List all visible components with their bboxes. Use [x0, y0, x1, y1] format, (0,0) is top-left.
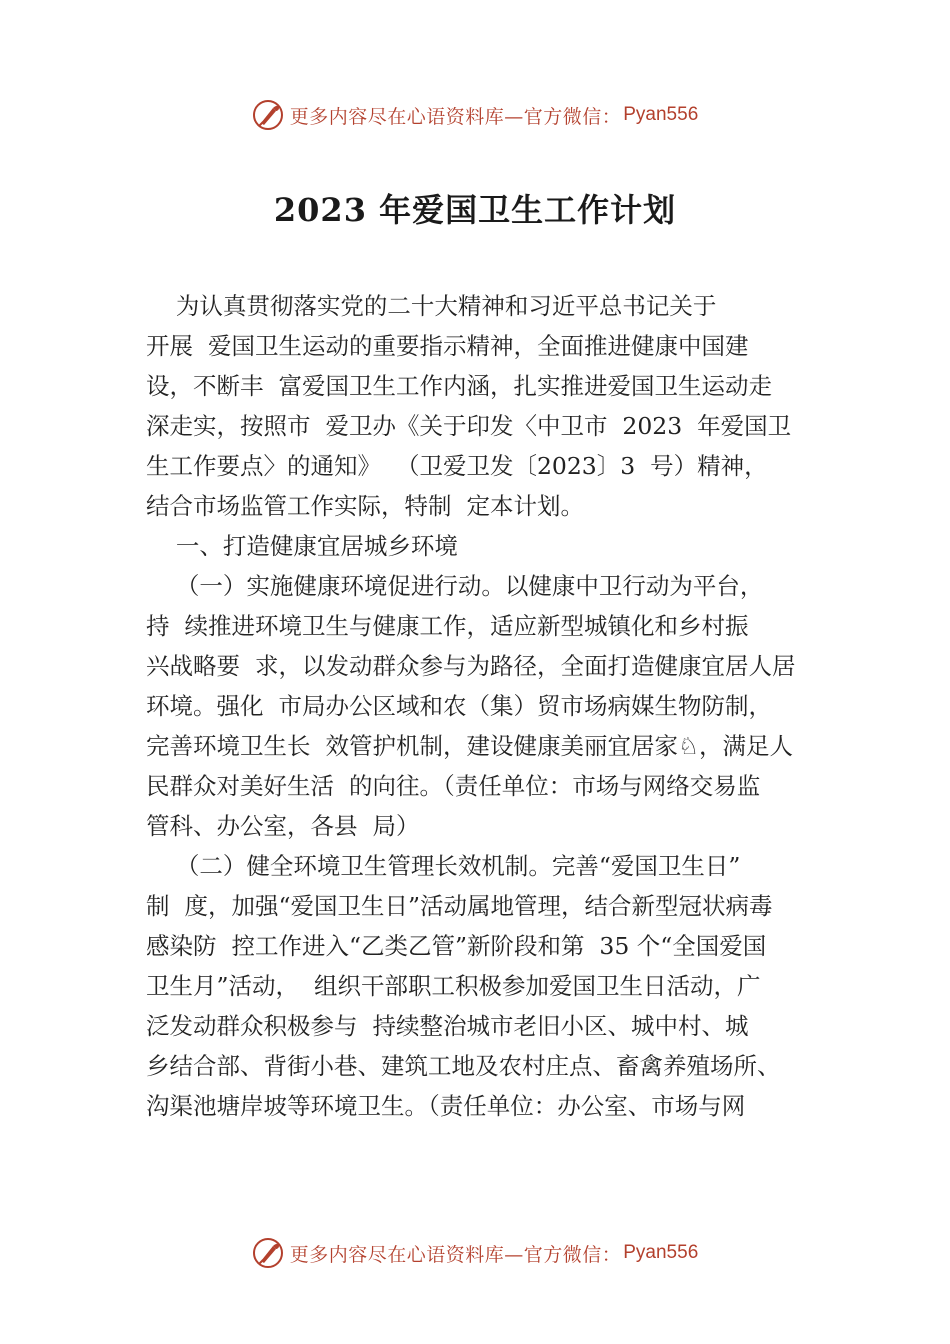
document-body — [146, 286, 826, 1126]
body-line: 民群众对美好生活 的向往。（责任单位：市场与网络交易监 — [146, 772, 761, 800]
document-title: 2023 年爱国卫生工作计划 — [273, 191, 677, 229]
quill-pen-icon — [252, 1237, 284, 1269]
body-line: 管科、办公室，各县 局） — [146, 812, 420, 840]
body-line: 感染防 控工作进入“乙类乙管”新阶段和第 35 个“全国爱国 — [146, 932, 767, 960]
body-line: 生工作要点〉的通知》 （卫爱卫发〔2023〕3 号）精神， — [146, 452, 768, 480]
watermark-header — [0, 95, 950, 135]
watermark-text: 更多内容尽在心语资料库—官方微信： — [289, 105, 622, 128]
body-line: （一）实施健康环境促进行动。以健康中卫行动为平台， — [146, 572, 764, 600]
body-line: 泛发动群众积极参与 持续整治城市老旧小区、城中村、城 — [146, 1012, 749, 1040]
body-line: （二）健全环境卫生管理长效机制。完善“爱国卫生日” — [146, 852, 741, 880]
body-line: 持 续推进环境卫生与健康工作，适应新型城镇化和乡村振 — [146, 612, 749, 640]
body-line: 制 度，加强“爱国卫生日”活动属地管理，结合新型冠状病毒 — [146, 892, 773, 920]
section-heading: 一、打造健康宜居城乡环境 — [146, 532, 458, 560]
body-line: 沟渠池塘岸坡等环境卫生。（责任单位：办公室、市场与网 — [146, 1092, 746, 1120]
body-line: 环境。强化 市局办公区域和农（集）贸市场病媒生物防制， — [146, 692, 772, 720]
watermark-account: Pyan556 — [623, 1242, 699, 1263]
quill-pen-icon — [252, 99, 284, 131]
body-line: 为认真贯彻落实党的二十大精神和习近平总书记关于 — [146, 292, 717, 320]
body-line: 开展 爱国卫生运动的重要指示精神，全面推进健康中国建 — [146, 332, 749, 360]
watermark-text: 更多内容尽在心语资料库—官方微信： — [289, 1243, 622, 1266]
watermark-account: Pyan556 — [623, 104, 699, 125]
body-line: 完善环境卫生长 效管护机制，建设健康美丽宜居家♘，满足人 — [146, 732, 794, 760]
body-line: 乡结合部、背街小巷、建筑工地及农村庄点、畜禽养殖场所、 — [146, 1052, 781, 1080]
body-line: 深走实，按照市 爱卫办《关于印发〈中卫市 2023 年爱国卫 — [146, 412, 792, 440]
body-line: 卫生月”活动， 组织干部职工积极参加爱国卫生日活动，广 — [146, 972, 761, 1000]
body-line: 结合市场监管工作实际，特制 定本计划。 — [146, 492, 584, 520]
watermark-footer — [0, 1233, 950, 1273]
body-line: 设，不断丰 富爱国卫生工作内涵，扎实推进爱国卫生运动走 — [146, 372, 772, 400]
body-line: 兴战略要 求，以发动群众参与为路径，全面打造健康宜居人居 — [146, 652, 796, 680]
